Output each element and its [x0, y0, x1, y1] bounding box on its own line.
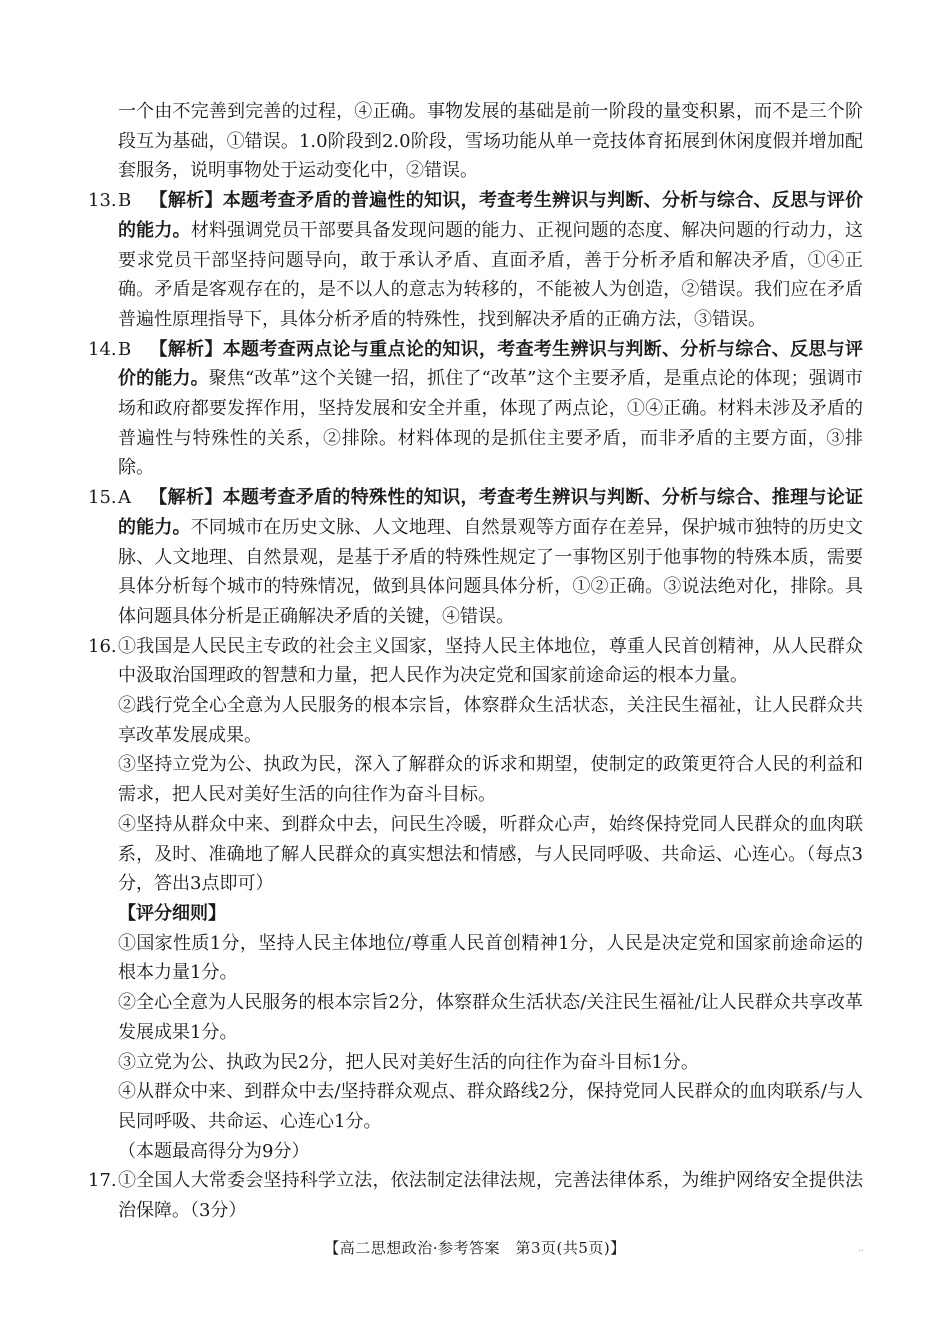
- rubric-line: ③立党为公、执政为民2分，把人民对美好生活的向往作为奋斗目标1分。: [118, 1051, 699, 1073]
- rubric-line: ④从群众中来、到群众中去/坚持群众观点、群众路线2分，保持党同人民群众的血肉联系/与人民同呼吸、共命运、心连心1分。: [118, 1081, 863, 1132]
- rubric-line: ①国家性质1分，坚持人民主体地位/尊重人民首创精神1分，人民是决定党和国家前途命运的根本力量1分。: [118, 932, 863, 984]
- answer-17: [88, 1166, 863, 1225]
- analysis-text: 材料强调党员干部要具备发现问题的能力、正视问题的态度、解决问题的行动力，这要求党员干部坚持问题导向，敢于承认矛盾、直面矛盾，善于分析矛盾和解决矛盾，①④正确。矛盾是客观存在的，是不以人的意志为转移的，不能被人为创造，②错误。我们应在矛盾普遍性原理指导下，具体分析矛盾的特殊性，找到解决矛盾的正确方法，③错误。: [118, 219, 863, 330]
- answer-point: ④坚持从群众中来、到群众中去，问民生冷暖，听群众心声，始终保持党同人民群众的血肉联系，及时、准确地了解人民群众的真实想法和情感，与人民同呼吸、共命运、心连心。（每点3分，答出3点即可）: [118, 813, 863, 895]
- answer-point: ②践行党全心全意为人民服务的根本宗旨，体察群众生活状态，关注民生福祉，让人民群众共享改革发展成果。: [118, 695, 863, 746]
- answer-15: [88, 483, 863, 632]
- answer-13: [88, 186, 863, 335]
- analysis-tag: 【解析】: [149, 338, 223, 360]
- question-number: 17.: [88, 1170, 117, 1192]
- analysis-summary: 本题考查矛盾的普遍性的知识，考查考生辨识与判断、分析与综合、反思与评价的能力。: [118, 190, 864, 241]
- answer-point: ①全国人大常委会坚持科学立法，依法制定法律法规，完善法律体系，为维护网络安全提供法治保障。（3分）: [118, 1170, 863, 1222]
- analysis-text: 聚焦“改革”这个关键一招，抓住了“改革”这个主要矛盾，是重点论的体现；强调市场和政府都要发挥作用，坚持发展和安全并重，体现了两点论，①④正确。材料未涉及矛盾的普遍性与特殊性的关系，②排除。材料体现的是抓住主要矛盾，而非矛盾的主要方面，③排除。: [118, 368, 864, 479]
- answer-letter: A: [118, 487, 131, 509]
- answer-continuation: 一个由不完善到完善的过程，④正确。事物发展的基础是前一阶段的量变积累，而不是三个阶段互为基础，①错误。1.0阶段到2.0阶段，雪场功能从单一竞技体育拓展到休闲度假并增加配套服务，说明事物处于运动变化中，②错误。: [118, 101, 863, 182]
- question-number: 16.: [88, 635, 117, 657]
- answer-point: ①我国是人民民主专政的社会主义国家，坚持人民主体地位，尊重人民首创精神，从人民群众中汲取治国理政的智慧和力量，把人民作为决定党和国家前途命运的根本力量。: [118, 635, 863, 687]
- page-footer: 【高二思想政治·参考答案 第3页(共5页)】: [324, 1239, 626, 1257]
- corner-mark: ..: [858, 1244, 864, 1254]
- analysis-text: 不同城市在历史文脉、人文地理、自然景观等方面存在差异，保护城市独特的历史文脉、人文地理、自然景观，是基于矛盾的特殊性规定了一事物区别于他事物的特殊本质，需要具体分析每个城市的特殊情况，做到具体问题具体分析，①②正确。③说法绝对化，排除。具体问题具体分析是正确解决矛盾的关键，④错误。: [118, 516, 863, 627]
- document-body: [88, 97, 863, 1226]
- answer-letter: B: [118, 190, 132, 212]
- analysis-summary: 本题考查矛盾的特殊性的知识，考查考生辨识与判断、分析与综合、推理与论证的能力。: [118, 487, 864, 538]
- question-number: 13.: [88, 190, 117, 212]
- question-number: 15.: [88, 487, 117, 509]
- answer-16: [88, 632, 863, 1167]
- analysis-tag: 【解析】: [149, 487, 223, 509]
- rubric-title: 【评分细则】: [118, 902, 226, 924]
- rubric-note: （本题最高得分为9分）: [118, 1140, 310, 1162]
- answer-14: [88, 335, 863, 484]
- rubric-line: ②全心全意为人民服务的根本宗旨2分，体察群众生活状态/关注民生福祉/让人民群众共享改革发展成果1分。: [118, 992, 863, 1043]
- answer-letter: B: [118, 338, 132, 360]
- answer-point: ③坚持立党为公、执政为民，深入了解群众的诉求和期望，使制定的政策更符合人民的利益和需求，把人民对美好生活的向往作为奋斗目标。: [118, 754, 863, 806]
- analysis-tag: 【解析】: [149, 190, 223, 212]
- question-number: 14.: [88, 338, 117, 360]
- analysis-summary: 本题考查两点论与重点论的知识，考查考生辨识与判断、分析与综合、反思与评价的能力。: [118, 338, 864, 390]
